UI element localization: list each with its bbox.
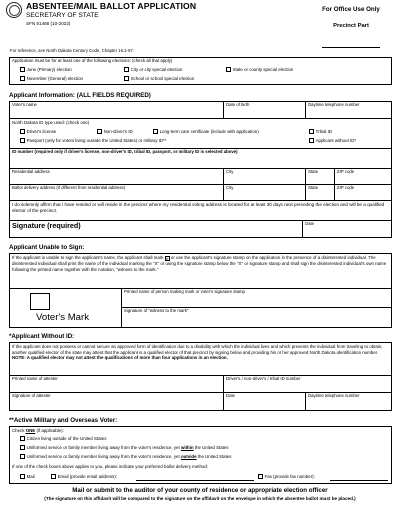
- without-id-instructions: If the applicant does not possess or cannot secure an approved form of identification due to a disability with which the individual lives and which prevents the individual from traveling to obtain, another qualified elector of the state may attest that the applicant is a qualified elector of that precinct by signing below and providing his or her approved North Dakota identification number. NOTE: A qualified elector may not attest the qualifications of more than four applications in an election.: [12, 344, 383, 361]
- checkbox[interactable]: [20, 436, 25, 441]
- delivery-option-email[interactable]: Email (provide email address):: [51, 474, 117, 479]
- delivery-method-prompt: If one of the check boxes above applies to you, please indicate your preferred ballot delivery method:: [12, 464, 208, 469]
- residential-city-field[interactable]: City: [223, 168, 306, 185]
- daytime-phone-field[interactable]: Daytime telephone number: [305, 101, 392, 119]
- reference-note: For reference, see North Dakota Century Code, Chapter 16.1-07.: [10, 48, 134, 53]
- id-type-prompt: North Dakota ID type used: (check one): [12, 120, 90, 125]
- footer-instruction: Mail or submit to the auditor of your county of residence or appropriate election officer: [72, 487, 328, 494]
- attester-date-field[interactable]: Date: [223, 392, 306, 411]
- checkbox[interactable]: [20, 138, 25, 143]
- id-option-passport-military[interactable]: Passport (only for voters living outside the United States) or military ID**: [20, 138, 166, 143]
- residential-zip-field[interactable]: ZIP code: [334, 168, 392, 185]
- residential-state-field[interactable]: State: [305, 168, 335, 185]
- precinct-line: [322, 47, 380, 48]
- military-option-outside-us[interactable]: Uniformed service or family member living away from the voter's residence, yet outside the United States: [20, 454, 231, 459]
- form-title: ABSENTEE/MAIL BALLOT APPLICATION: [26, 1, 197, 11]
- id-option-non-drivers[interactable]: Non-driver's ID: [97, 129, 133, 134]
- form-number: SFN 51468 (10-2022): [26, 21, 71, 26]
- unable-instructions: If the applicant is unable to sign the applicant's name, the applicant shall mark ✕ or use the applicant's signature stamp on the application in the presence of a disinterested individual. The disinterested individual shall print the name of the individual marking the "X" or using the signature stamp below the "X" or signature stamp and shall sign the disinterested individual's own name following the printed name together with the notation, "witness to the mark.": [12, 255, 387, 272]
- checkbox[interactable]: [309, 129, 314, 134]
- footer-note: (The signature on this affidavit will be compared to the signature on the affidavit on the envelope in which the absentee ballot must be placed.): [44, 496, 356, 501]
- signature-date-field[interactable]: Date: [302, 220, 392, 238]
- email-input-line[interactable]: [136, 480, 254, 481]
- checkbox[interactable]: [124, 76, 129, 81]
- elections-prompt: Application must be for at least one of the following elections: (check all that apply): [12, 58, 173, 63]
- id-option-tribal[interactable]: Tribal ID: [309, 129, 332, 134]
- date-of-birth-field[interactable]: Date of birth: [223, 101, 306, 119]
- checkbox[interactable]: [20, 445, 25, 450]
- delivery-address-field[interactable]: Ballot delivery address (if different from residential address): [9, 184, 224, 201]
- checkbox[interactable]: [20, 454, 25, 459]
- signature-field[interactable]: Signature (required): [9, 220, 303, 238]
- without-id-section-title: *Applicant Without ID:: [9, 333, 75, 340]
- residential-address-field[interactable]: Residential address: [9, 168, 224, 185]
- unable-section-title: Applicant Unable to Sign:: [9, 244, 85, 251]
- precinct-part-label: Precinct Part: [333, 23, 369, 29]
- delivery-option-mail[interactable]: Mail: [20, 474, 35, 479]
- checkbox[interactable]: [20, 129, 25, 134]
- attester-id-field[interactable]: Driver's / non-driver's / tribal ID number: [223, 375, 392, 393]
- applicant-section-title: Applicant Information: (ALL FIELDS REQUIRED): [9, 92, 151, 99]
- x-mark-box-icon: ✕: [165, 257, 169, 261]
- delivery-option-fax[interactable]: Fax (provide fax number):: [258, 474, 315, 479]
- checkbox[interactable]: [20, 76, 25, 81]
- checkbox[interactable]: [51, 474, 56, 479]
- fax-input-line[interactable]: [330, 480, 388, 481]
- military-option-citizen-outside[interactable]: Citizen living outside of the United States: [20, 436, 106, 441]
- military-check-one-prompt: Check ONE (if applicable):: [12, 428, 64, 433]
- military-option-within-us[interactable]: Uniformed service or family member living away from the voter's residence, yet within the United States: [20, 445, 229, 450]
- election-option-school[interactable]: School or school special election: [124, 76, 194, 81]
- checkbox[interactable]: [20, 474, 25, 479]
- office-use-label: For Office Use Only: [322, 6, 380, 13]
- checkbox[interactable]: [226, 67, 231, 72]
- id-option-long-term-care[interactable]: Long-term care certificate (include with application): [153, 129, 259, 134]
- checkbox[interactable]: [153, 129, 158, 134]
- id-option-drivers-license[interactable]: Driver's license: [20, 129, 56, 134]
- checkbox[interactable]: [97, 129, 102, 134]
- checkbox[interactable]: [124, 67, 129, 72]
- election-option-state-county[interactable]: State or county special election: [226, 67, 293, 72]
- mark-square[interactable]: [30, 293, 50, 310]
- checkbox[interactable]: [309, 138, 314, 143]
- attester-phone-field[interactable]: Daytime telephone number: [305, 392, 392, 411]
- agency-name: SECRETARY OF STATE: [26, 12, 99, 19]
- voters-mark-label: Voter's Mark: [36, 312, 90, 323]
- attester-name-field[interactable]: Printed name of attester: [9, 375, 224, 393]
- state-seal: [6, 2, 22, 18]
- voters-name-field[interactable]: Voter's name: [9, 101, 224, 119]
- checkbox[interactable]: [258, 474, 263, 479]
- military-section-title: **Active Military and Overseas Voter:: [9, 417, 118, 424]
- delivery-state-field[interactable]: State: [305, 184, 335, 201]
- id-option-without-id[interactable]: Applicant without ID*: [309, 138, 356, 143]
- election-option-city[interactable]: City or city special election: [124, 67, 182, 72]
- election-option-general[interactable]: November (General) election: [20, 76, 83, 81]
- office-use-box: [306, 2, 396, 58]
- affirmation-text: I do solemnly affirm that I have resided or will reside in the precinct where my residential voting address is located for at least 30 days next preceding the election and will be a qualified elector of the precinct.: [9, 200, 392, 221]
- checkbox[interactable]: [20, 67, 25, 72]
- delivery-city-field[interactable]: City: [223, 184, 306, 201]
- attester-signature-field[interactable]: Signature of attester: [9, 392, 224, 411]
- election-option-primary[interactable]: June (Primary) election: [20, 67, 72, 72]
- id-number-field[interactable]: ID number (required only if driver's license, non-driver's ID, tribal ID, passport, or military ID is selected above): [9, 148, 392, 169]
- witness-signature-field[interactable]: Signature of "witness to the mark": [121, 307, 392, 328]
- printed-name-mark-field[interactable]: Printed name of person making mark or voter's signature stamp: [121, 288, 392, 308]
- delivery-zip-field[interactable]: ZIP code: [334, 184, 392, 201]
